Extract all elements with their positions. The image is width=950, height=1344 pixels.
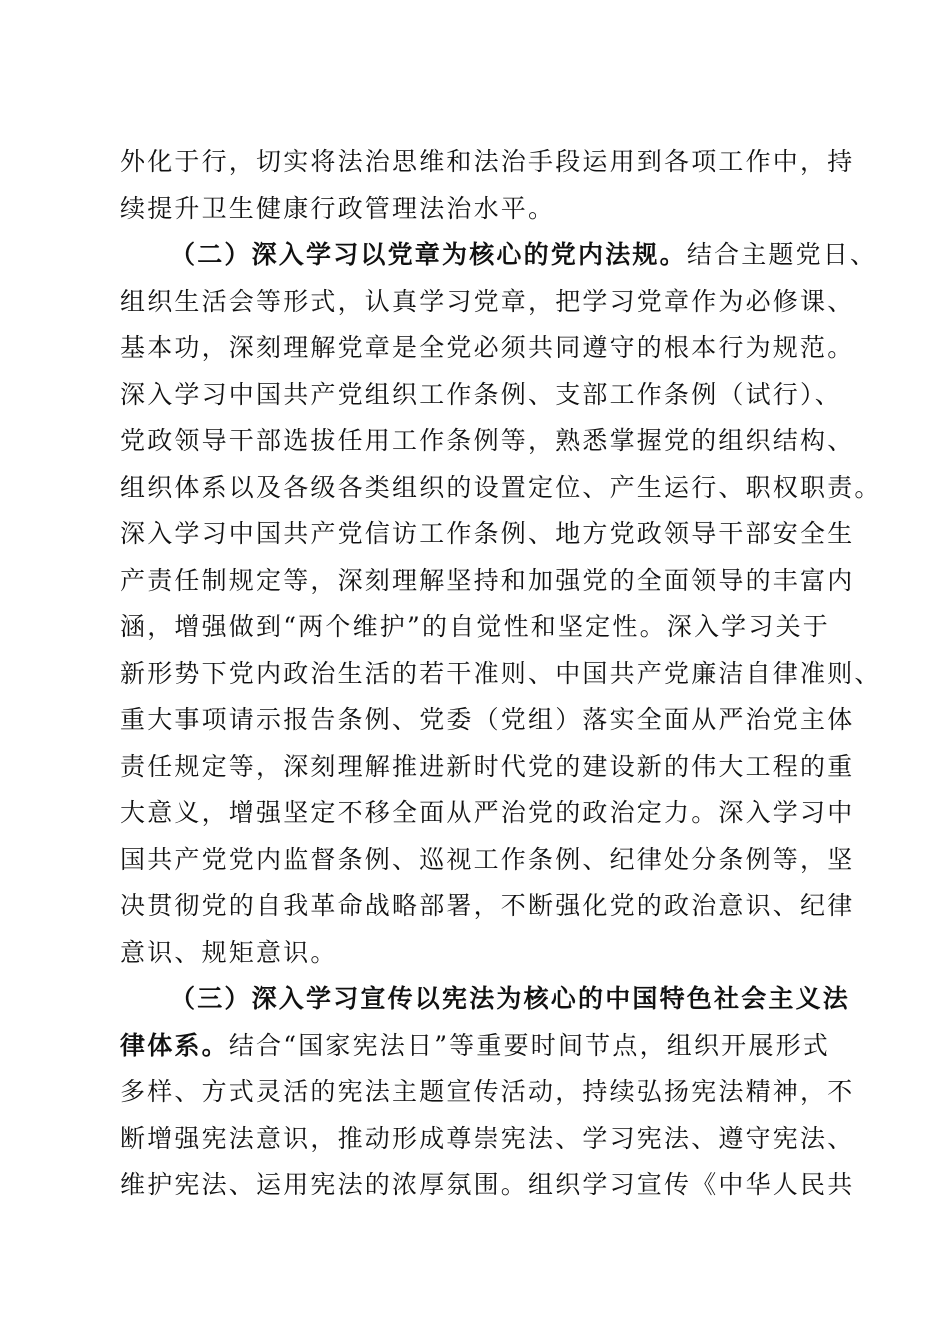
section-heading-line (170, 239, 880, 271)
text-line (120, 890, 855, 922)
section-heading-line (120, 1030, 830, 1062)
line-text: 党政领导干部选拔任用工作条例等，熟悉掌握党的组织结构、 (120, 426, 855, 455)
section-heading: （二）深入学习以党章为核心的党内法规。 (170, 240, 687, 269)
section-heading-line (170, 983, 880, 1015)
line-text: 结合主题党日、 (686, 240, 878, 269)
line-text: 决贯彻党的自我革命战略部署，不断强化党的政治意识、纪律 (120, 891, 855, 920)
text-line (120, 844, 855, 876)
line-text: 维护宪法、运用宪法的浓厚氛围。组织学习宣传《中华人民共 (120, 1170, 855, 1199)
line-text: 责任规定等，深刻理解推进新时代党的建设新的伟大工程的重 (120, 752, 855, 781)
line-text: 外化于行，切实将法治思维和法治手段运用到各项工作中，持 (120, 147, 855, 176)
line-text: 多样、方式灵活的宪法主题宣传活动，持续弘扬宪法精神，不 (120, 1077, 855, 1106)
text-line (120, 611, 830, 643)
line-text: 重大事项请示报告条例、党委（党组）落实全面从严治党主体 (120, 705, 855, 734)
text-line (120, 379, 842, 411)
section-heading: 律体系。 (120, 1031, 229, 1060)
text-line (120, 1123, 855, 1155)
line-text: 涵，增强做到“两个维护”的自觉性和坚定性。深入学习关于 (120, 612, 830, 641)
text-line (120, 797, 855, 829)
line-text: 深入学习中国共产党信访工作条例、地方党政领导干部安全生 (120, 519, 855, 548)
line-text: 新形势下党内政治生活的若干准则、中国共产党廉洁自律准则、 (120, 659, 882, 688)
line-text: 结合“国家宪法日”等重要时间节点，组织开展形式 (228, 1031, 830, 1060)
text-line (120, 704, 855, 736)
text-line (120, 472, 882, 504)
line-text: 产责任制规定等，深刻理解坚持和加强党的全面领导的丰富内 (120, 566, 855, 595)
text-line (120, 1169, 855, 1201)
text-line (120, 286, 855, 318)
text-line (120, 425, 855, 457)
text-line (120, 332, 855, 364)
line-text: 续提升卫生健康行政管理法治水平。 (120, 194, 556, 223)
text-line (120, 1076, 855, 1108)
line-text: 组织体系以及各级各类组织的设置定位、产生运行、职权职责。 (120, 473, 882, 502)
line-text: 组织生活会等形式，认真学习党章，把学习党章作为必修课、 (120, 287, 855, 316)
text-line (120, 658, 882, 690)
line-text: 断增强宪法意识，推动形成尊崇宪法、学习宪法、遵守宪法、 (120, 1124, 855, 1153)
text-line (120, 518, 855, 550)
line-text: 深入学习中国共产党组织工作条例、支部工作条例（试行）、 (120, 380, 842, 409)
line-text: 国共产党党内监督条例、巡视工作条例、纪律处分条例等，坚 (120, 845, 855, 874)
text-line (120, 146, 855, 178)
section-heading: （三）深入学习宣传以宪法为核心的中国特色社会主义法 (170, 984, 851, 1013)
line-text: 意识、规矩意识。 (120, 938, 338, 967)
text-line (120, 937, 830, 969)
text-line (120, 193, 830, 225)
text-line (120, 565, 855, 597)
text-line (120, 751, 855, 783)
line-text: 大意义，增强坚定不移全面从严治党的政治定力。深入学习中 (120, 798, 855, 827)
line-text: 基本功，深刻理解党章是全党必须共同遵守的根本行为规范。 (120, 333, 855, 362)
